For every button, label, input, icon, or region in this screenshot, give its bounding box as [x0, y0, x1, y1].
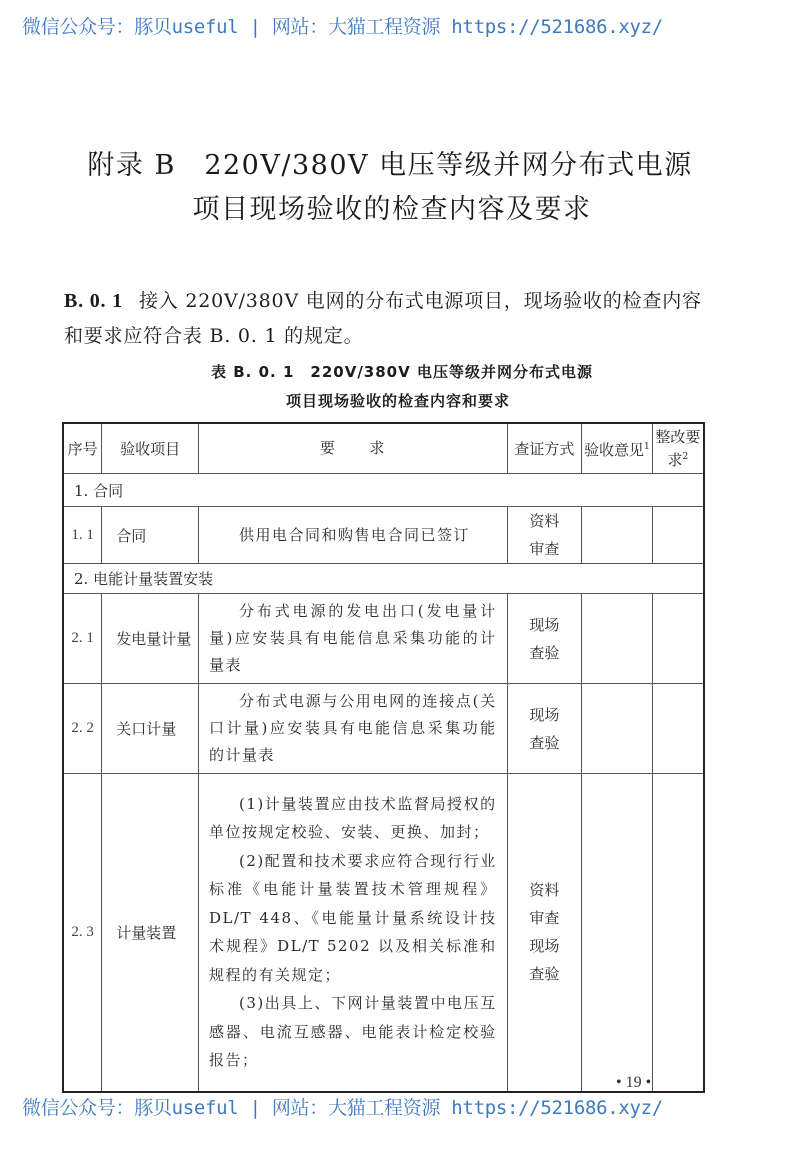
appendix-title-line2: 项目现场验收的检查内容及要求	[192, 194, 592, 225]
header-no: 序号	[63, 423, 102, 474]
row-method: 资料 审查	[507, 507, 581, 564]
section-row-contract	[63, 474, 704, 507]
row-requirement: 供用电合同和购售电合同已签订	[198, 507, 507, 564]
watermark-bottom: 微信公众号：豚贝useful | 网站：大猫工程资源 https://521686.xyz/	[22, 1097, 663, 1119]
table-caption-line2: 项目现场验收的检查内容和要求	[285, 392, 510, 410]
table-row	[63, 594, 704, 684]
row-opinion	[582, 507, 653, 564]
row-item: 计量装置	[102, 774, 199, 1092]
header-rectify: 整改要求$^2$	[652, 423, 704, 474]
row-item: 关口计量	[102, 684, 199, 774]
row-requirement: (1)计量装置应由技术监督局授权的单位按规定校验、安装、更换、加封； (2)配置和技术要求应符合现行行业标准《电能计量装置技术管理规程》DL/T 448、《电能量计量系统设计技术规程》DL/T 5202 以及相关标准和规程的有关规定； (3)出具上、下网计量装置中电压互感器、电流互感器、电能表计检定校验报告；	[198, 774, 507, 1092]
row-method: 资料 审查 现场 查验	[507, 774, 581, 1092]
row-method: 现场 查验	[507, 594, 581, 684]
row-item: 发电量计量	[102, 594, 199, 684]
row-no: 1. 1	[63, 507, 102, 564]
header-item: 验收项目	[102, 423, 199, 474]
watermark-top: 微信公众号：豚贝useful | 网站：大猫工程资源 https://521686.xyz/	[22, 16, 663, 38]
clause-text: 接入 220V/380V 电网的分布式电源项目，现场验收的检查内容和要求应符合表 B. 0. 1 的规定。	[64, 290, 702, 347]
row-method: 现场 查验	[507, 684, 581, 774]
table-row	[63, 684, 704, 774]
table-row	[63, 774, 704, 1092]
row-rectify	[652, 684, 704, 774]
header-requirement: 要 求	[198, 423, 507, 474]
row-requirement: 分布式电源的发电出口(发电量计量)应安装具有电能信息采集功能的计量表	[198, 594, 507, 684]
header-opinion: 验收意见$^1$	[582, 423, 653, 474]
row-requirement: 分布式电源与公用电网的连接点(关口计量)应安装具有电能信息采集功能的计量表	[198, 684, 507, 774]
row-rectify	[652, 774, 704, 1092]
table-header-row	[63, 423, 704, 474]
clause-b01	[64, 284, 714, 354]
acceptance-table	[62, 422, 705, 1093]
header-method: 查证方式	[507, 423, 581, 474]
row-opinion	[582, 594, 653, 684]
section-title: 1. 合同	[63, 474, 704, 507]
row-rectify	[652, 507, 704, 564]
row-no: 2. 2	[63, 684, 102, 774]
row-opinion	[582, 774, 653, 1092]
clause-number: B. 0. 1	[64, 290, 123, 312]
row-opinion	[582, 684, 653, 774]
row-no: 2. 3	[63, 774, 102, 1092]
table-caption-line1: 表 B. 0. 1 220V/380V 电压等级并网分布式电源	[211, 363, 593, 381]
row-no: 2. 1	[63, 594, 102, 684]
page-number: • 19 •	[616, 1074, 652, 1091]
row-item: 合同	[102, 507, 199, 564]
table-row	[63, 507, 704, 564]
appendix-title-line1: 附录 B 220V/380V 电压等级并网分布式电源	[87, 150, 693, 181]
section-title: 2. 电能计量装置安装	[63, 564, 704, 594]
section-row-metering	[63, 564, 704, 594]
row-rectify	[652, 594, 704, 684]
